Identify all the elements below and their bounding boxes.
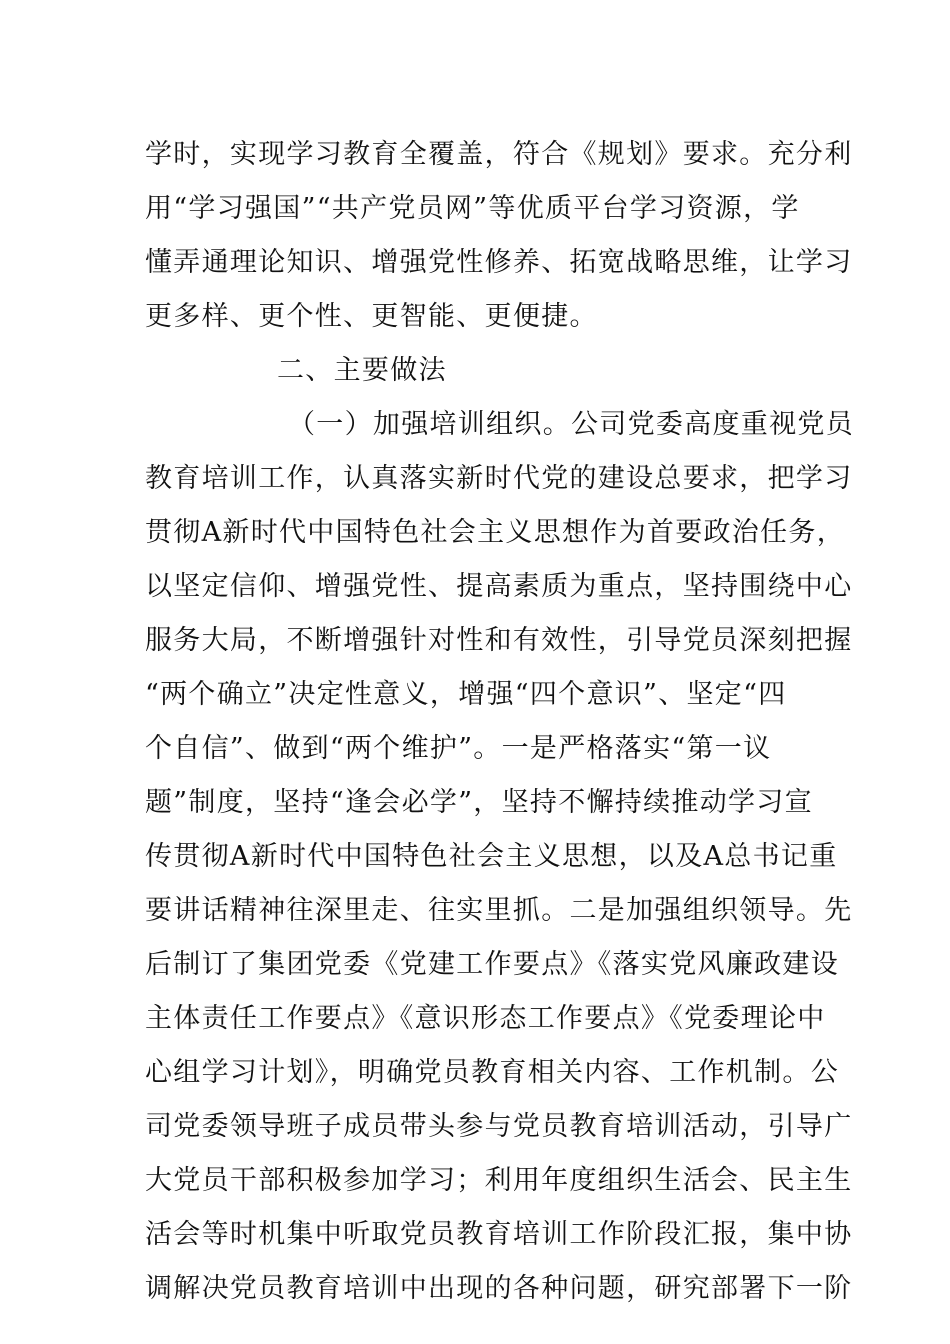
text-line: 司党委领导班子成员带头参与党员教育培训活动，引导广 [145, 1111, 853, 1142]
text-line: 更多样、更个性、更智能、更便捷。 [145, 301, 598, 332]
text-line: “两个确立”决定性意义，增强“四个意识”、坚定“四 [145, 679, 787, 710]
text-line: 大党员干部积极参加学习；利用年度组织生活会、民主生 [145, 1165, 853, 1196]
text-line: 懂弄通理论知识、增强党性修养、拓宽战略思维，让学习 [145, 247, 853, 278]
section-heading: 二、主要做法 [277, 355, 447, 386]
text-line: 活会等时机集中听取党员教育培训工作阶段汇报，集中协 [145, 1219, 853, 1250]
text-line: 个自信”、做到“两个维护”。一是严格落实“第一议 [145, 733, 772, 764]
text-line: 以坚定信仰、增强党性、提高素质为重点，坚持围绕中心 [145, 571, 853, 602]
text-line: 教育培训工作，认真落实新时代党的建设总要求，把学习 [145, 463, 853, 494]
text-line: 服务大局，不断增强针对性和有效性，引导党员深刻把握 [145, 625, 853, 656]
text-line: 心组学习计划》，明确党员教育相关内容、工作机制。公 [145, 1057, 839, 1088]
text-line: 用“学习强国”“共产党员网”等优质平台学习资源，学 [145, 193, 800, 224]
text-line: 要讲话精神往深里走、往实里抓。二是加强组织领导。先 [145, 895, 853, 926]
text-line: 主体责任工作要点》《意识形态工作要点》《党委理论中 [145, 1003, 826, 1034]
text-line: 传贯彻A新时代中国特色社会主义思想，以及A总书记重 [145, 841, 838, 872]
text-line: 后制订了集团党委《党建工作要点》《落实党风廉政建设 [145, 949, 839, 980]
text-line: 学时，实现学习教育全覆盖，符合《规划》要求。充分利 [145, 139, 853, 170]
text-line: 题”制度，坚持“逢会必学”，坚持不懈持续推动学习宣 [145, 787, 813, 818]
text-line: 调解决党员教育培训中出现的各种问题，研究部署下一阶 [145, 1273, 853, 1304]
subsection-heading: （一）加强培训组织。公司党委高度重视党员 [288, 409, 854, 440]
text-line: 贯彻A新时代中国特色社会主义思想作为首要政治任务， [145, 517, 845, 548]
